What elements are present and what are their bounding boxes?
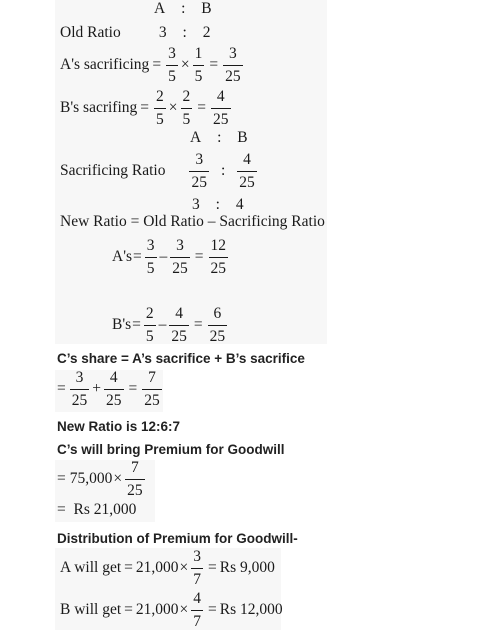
header-a: A [154,0,166,17]
old-ratio-colon: : [182,24,187,41]
a-new-share-equation: A's = $\frac{3}{5}$ – $\frac{3}{25}$ = $\frac{12}{25}$ [112,237,227,277]
new-ratio-formula: New Ratio = Old Ratio – Sacrificing Ratio [60,213,325,230]
fraction: $\frac{3}{25}$ [191,151,207,191]
fraction: $\frac{3}{7}$ [193,548,202,588]
a-sacrificing-label: A's sacrificing [60,56,150,73]
premium-equation: = 75,000 × $\frac{7}{25}$ [57,459,143,499]
old-ratio-b: 2 [202,24,211,41]
b-sacrificing-label: B's sacrifing [60,99,138,116]
fraction-result: $\frac{12}{25}$ [210,237,227,277]
fraction: $\frac{4}{25}$ [239,151,255,191]
b-sacrificing-equation: B's sacrifing = $\frac{2}{5}$ × $\frac{2}{5}$ = $\frac{4}{25}$ [60,88,229,128]
b-new-share-equation: B's = $\frac{2}{5}$ – $\frac{4}{25}$ = $\frac{6}{25}$ [112,305,226,345]
sacrificing-ratio-row: Sacrificing Ratio $\frac{3}{25}$ : $\frac{4}{25}$ [60,151,255,191]
old-ratio-row [60,24,210,42]
simplified-ratio: 3 : 4 [192,196,244,213]
header2-colon: : [217,129,222,146]
header2-a: A [190,129,202,146]
sacrificing-ratio-label: Sacrificing Ratio [60,162,166,179]
fraction: $\frac{1}{5}$ [194,45,203,85]
a-will-get-equation: A will get = 21,000 × $\frac{3}{7}$ = Rs 9,000 [60,548,275,588]
premium-result: = Rs 21,000 [57,501,137,518]
b-will-get-equation: B will get = 21,000 × $\frac{4}{7}$ = Rs 12,000 [60,590,283,630]
header-colon: : [181,0,186,17]
header2-b: B [237,129,248,146]
old-ratio-a: 3 [158,24,167,41]
ratio-header [154,0,212,18]
fraction: $\frac{3}{5}$ [168,45,176,85]
fraction: $\frac{4}{7}$ [193,590,202,630]
fraction-result: $\frac{6}{25}$ [209,305,226,345]
fraction-result: $\frac{7}{25}$ [144,369,160,409]
new-ratio-heading: New Ratio is 12:6:7 [57,419,181,434]
fraction: $\frac{2}{5}$ [145,305,154,345]
c-share-heading: C’s share = A’s sacrifice + B’s sacrifice [57,351,305,366]
header-b: B [201,0,212,17]
fraction: $\frac{7}{25}$ [127,459,143,499]
fraction: $\frac{3}{25}$ [172,237,188,277]
fraction: $\frac{3}{5}$ [146,237,155,277]
old-ratio-label: Old Ratio [60,24,121,41]
premium-heading: C’s will bring Premium for Goodwill [57,442,285,457]
fraction: $\frac{4}{25}$ [171,305,187,345]
fraction-result: $\frac{4}{25}$ [213,88,229,128]
fraction-result: $\frac{3}{25}$ [225,45,241,85]
distribution-heading: Distribution of Premium for Goodwill- [57,531,298,546]
fraction: $\frac{3}{25}$ [71,369,88,409]
fraction: $\frac{4}{25}$ [106,369,122,409]
fraction: $\frac{2}{5}$ [182,88,191,128]
ratio-header-2 [190,129,248,147]
a-sacrificing-equation: A's sacrificing = $\frac{3}{5}$ × $\frac{1}{5}$ = $\frac{3}{25}$ [60,45,241,85]
fraction: $\frac{2}{5}$ [156,88,164,128]
c-share-equation: = $\frac{3}{25}$ + $\frac{4}{25}$ = $\frac{7}{25}$ [57,369,160,409]
